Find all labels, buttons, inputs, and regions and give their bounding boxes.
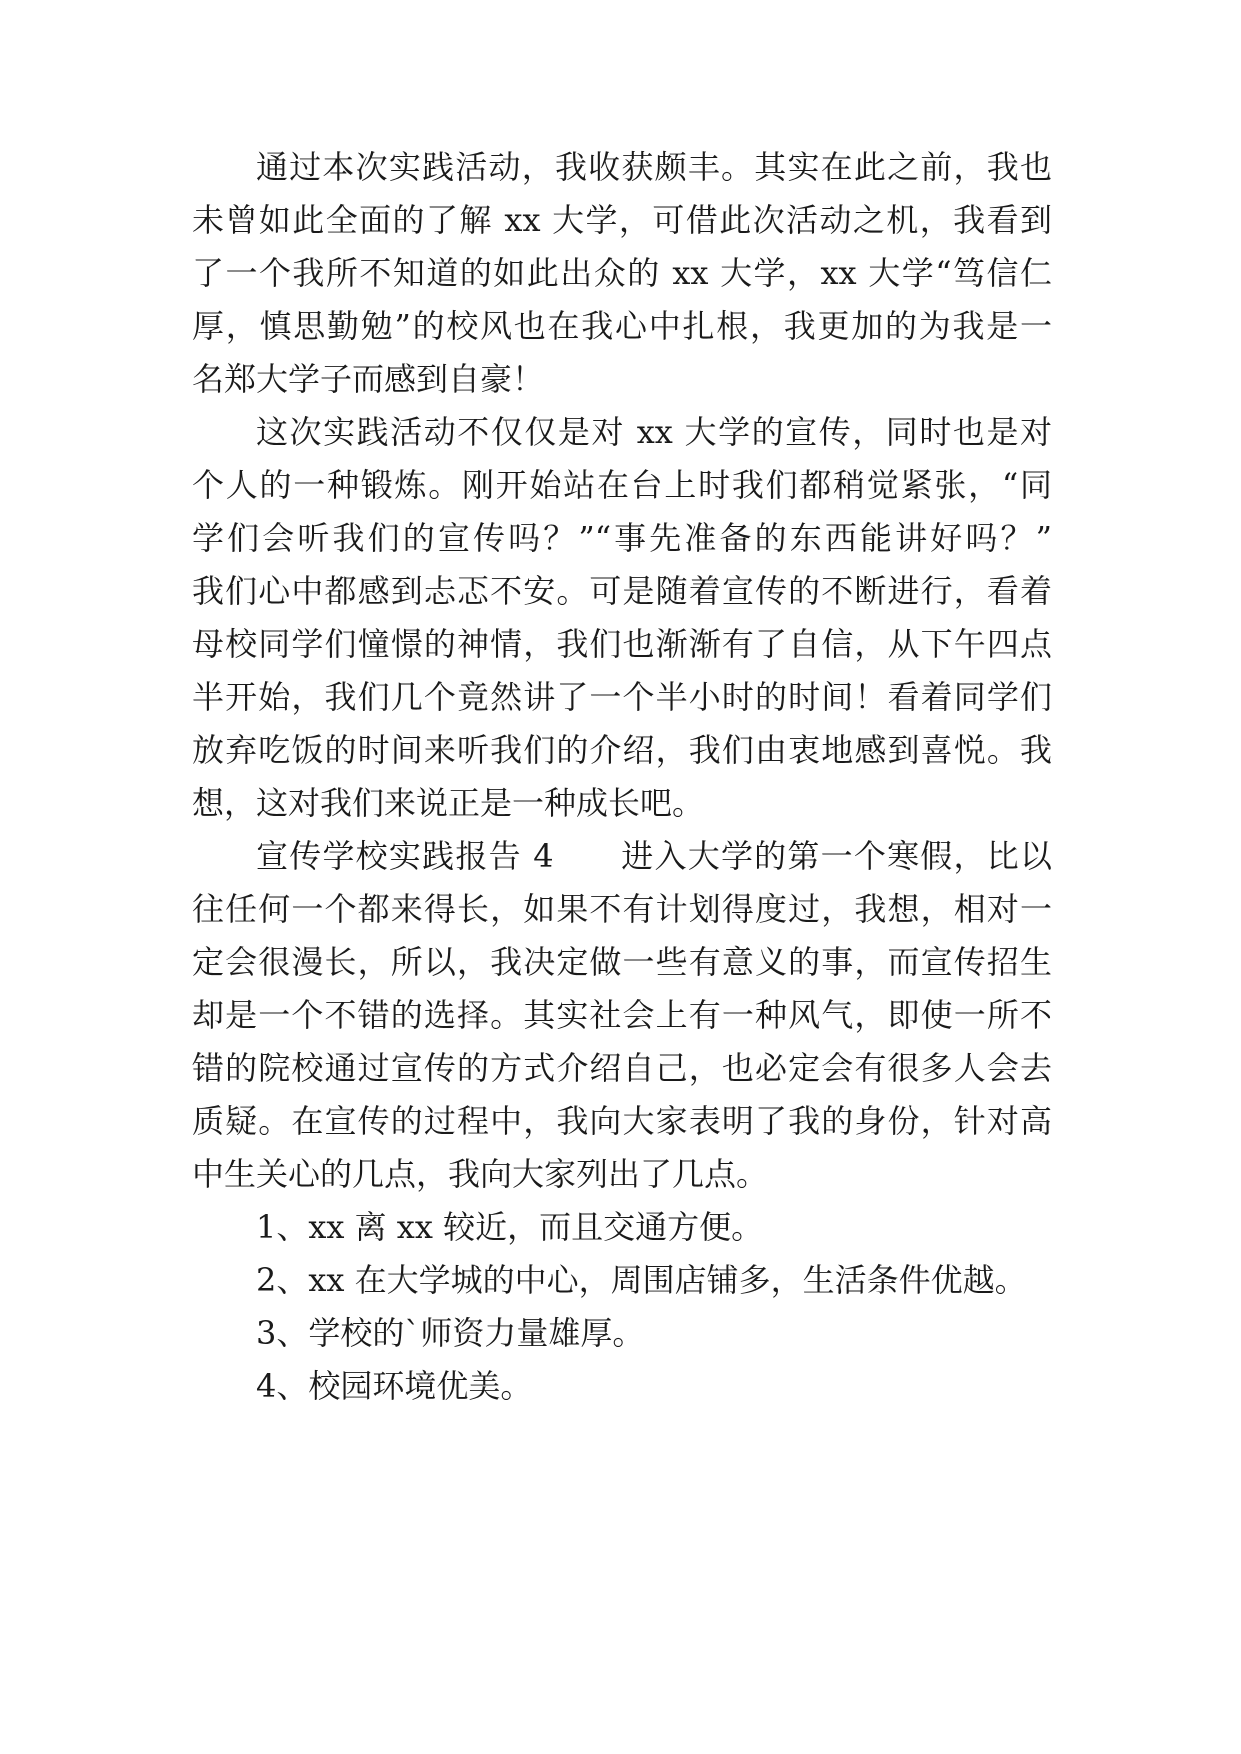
paragraph-3-line-5: 错的院校通过宣传的方式介绍自己，也必定会有很多人会去	[192, 1049, 1052, 1087]
paragraph-2-line-8: 想，这对我们来说正是一种成长吧。	[192, 784, 705, 822]
paragraph-3-line-3: 定会很漫长，所以，我决定做一些有意义的事，而宣传招生	[192, 943, 1052, 981]
list-item-2: 2、xx 在大学城的中心，周围店铺多，生活条件优越。	[256, 1261, 1027, 1299]
paragraph-3-line-2: 往任何一个都来得长，如果不有计划得度过，我想，相对一	[192, 890, 1052, 928]
paragraph-3-line-4: 却是一个不错的选择。其实社会上有一种风气，即使一所不	[192, 996, 1052, 1034]
paragraph-3-line-1: 宣传学校实践报告 4 进入大学的第一个寒假，比以	[256, 837, 1052, 875]
list-item-4: 4、校园环境优美。	[256, 1367, 533, 1405]
paragraph-2-line-5: 母校同学们憧憬的神情，我们也渐渐有了自信，从下午四点	[192, 625, 1052, 663]
paragraph-1-line-1: 通过本次实践活动，我收获颇丰。其实在此之前，我也	[256, 148, 1052, 186]
paragraph-2-line-1: 这次实践活动不仅仅是对 xx 大学的宣传，同时也是对	[256, 413, 1052, 451]
paragraph-2-line-3: 学们会听我们的宣传吗？”“事先准备的东西能讲好吗？”	[192, 519, 1052, 557]
paragraph-3-line-7: 中生关心的几点，我向大家列出了几点。	[192, 1155, 769, 1193]
paragraph-2-line-7: 放弃吃饭的时间来听我们的介绍，我们由衷地感到喜悦。我	[192, 731, 1052, 769]
paragraph-3-line-6: 质疑。在宣传的过程中，我向大家表明了我的身份，针对高	[192, 1102, 1052, 1140]
paragraph-2-line-4: 我们心中都感到忐忑不安。可是随着宣传的不断进行，看着	[192, 572, 1052, 610]
list-item-3: 3、学校的`师资力量雄厚。	[256, 1314, 645, 1352]
paragraph-2-line-6: 半开始，我们几个竟然讲了一个半小时的时间！看着同学们	[192, 678, 1052, 716]
paragraph-1-line-5: 名郑大学子而感到自豪！	[192, 360, 545, 398]
paragraph-1-line-3: 了一个我所不知道的如此出众的 xx 大学，xx 大学“笃信仁	[192, 254, 1052, 292]
list-item-1: 1、xx 离 xx 较近，而且交通方便。	[256, 1208, 764, 1246]
paragraph-1-line-4: 厚，慎思勤勉”的校风也在我心中扎根，我更加的为我是一	[192, 307, 1052, 345]
paragraph-1-line-2: 未曾如此全面的了解 xx 大学，可借此次活动之机，我看到	[192, 201, 1052, 239]
paragraph-2-line-2: 个人的一种锻炼。刚开始站在台上时我们都稍觉紧张，“同	[192, 466, 1052, 504]
